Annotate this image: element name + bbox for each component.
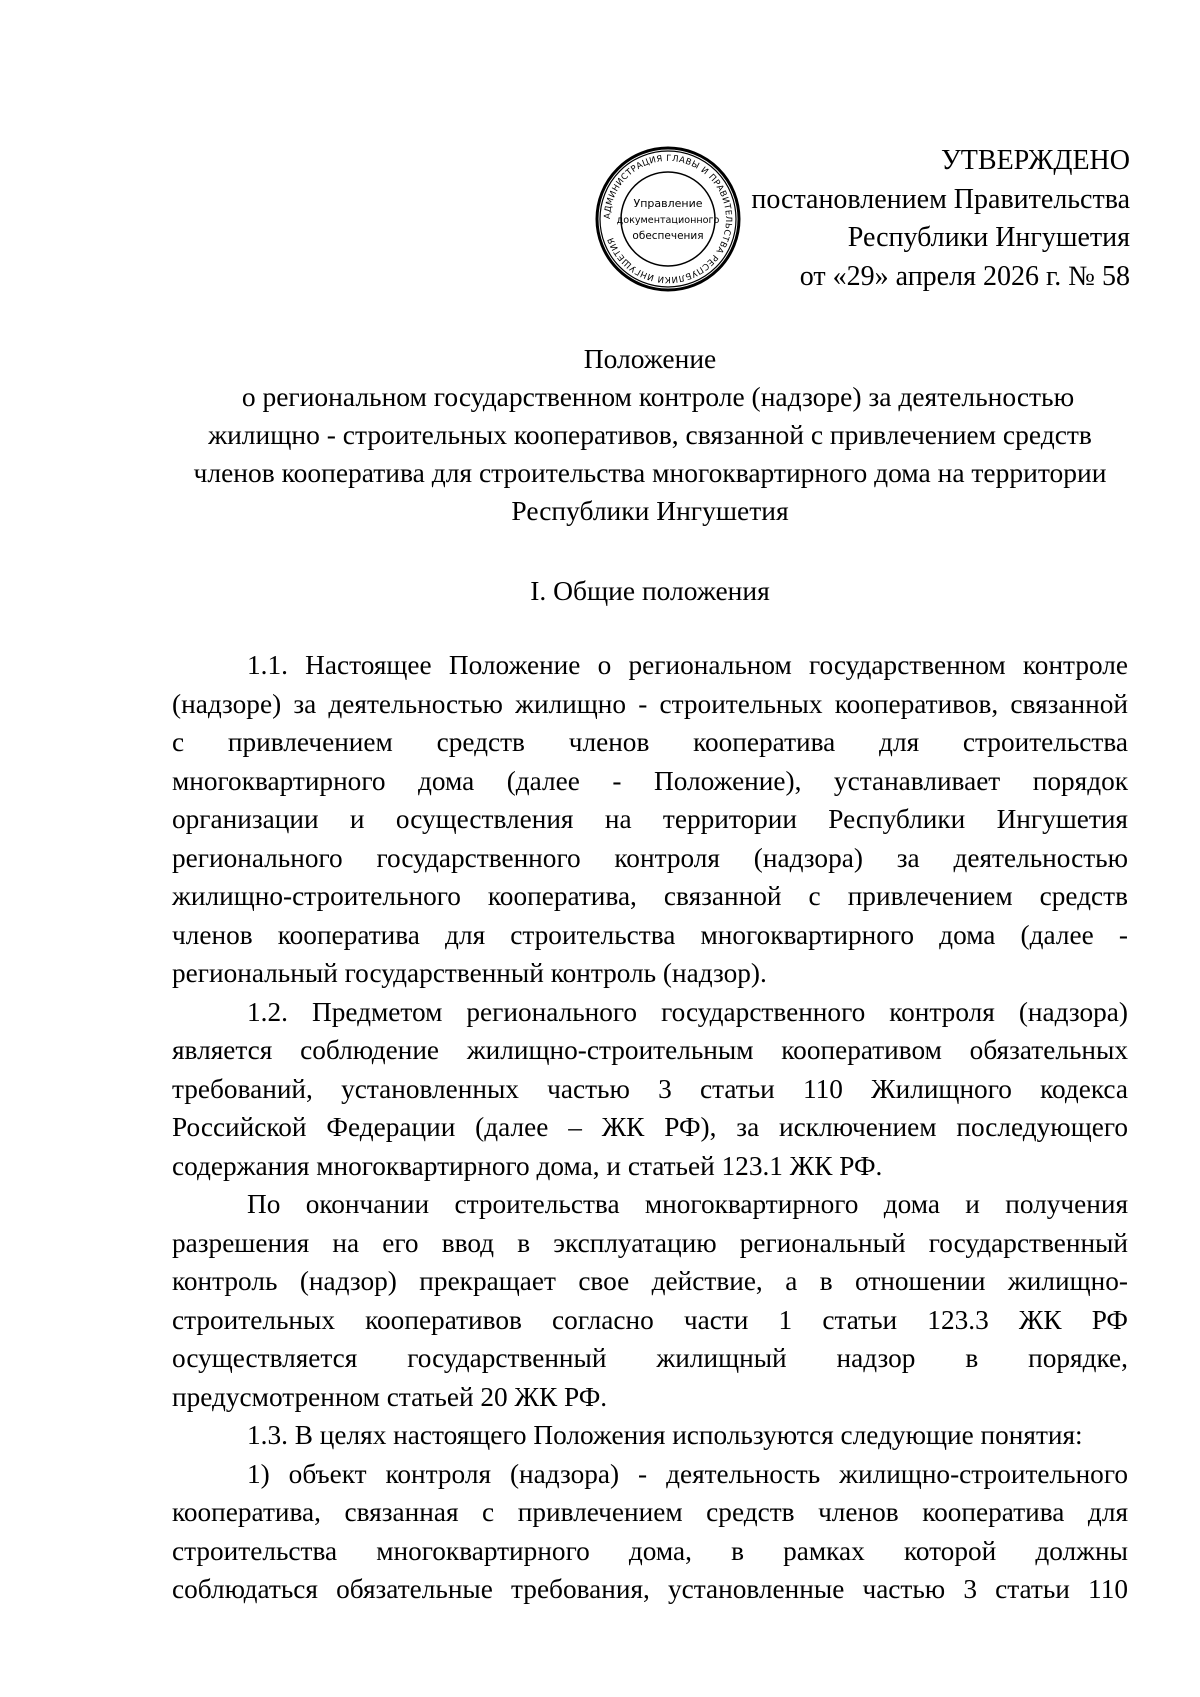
paragraph-line: строительства многоквартирного дома, в рамках которой должны bbox=[172, 1535, 1128, 1566]
paragraph-line: многоквартирного дома (далее - Положение), устанавливает порядок bbox=[172, 765, 1128, 796]
paragraph-line: контроль (надзор) прекращает свое действие, а в отношении жилищно- bbox=[172, 1266, 1128, 1296]
body-text bbox=[172, 646, 1128, 1609]
paragraph-line: является соблюдение жилищно-строительным кооперативом обязательных bbox=[172, 1035, 1128, 1065]
approval-line: постановлением Правительства bbox=[751, 183, 1130, 215]
paragraph-line: членов кооператива для строительства многоквартирного дома (далее - bbox=[172, 919, 1128, 950]
paragraph-line: разрешения на его ввод в эксплуатацию региональный государственный bbox=[172, 1227, 1128, 1258]
paragraph-line: региональный государственный контроль (надзор). bbox=[172, 958, 767, 988]
title-line: жилищно - строительных кооперативов, связанной с привлечением средств bbox=[208, 419, 1092, 450]
approval-line: Республики Ингушетия bbox=[847, 222, 1130, 253]
paragraph-line: жилищно-строительного кооператива, связанной с привлечением средств bbox=[172, 881, 1128, 911]
section-heading: I. Общие положения bbox=[530, 575, 770, 606]
paragraph-line: Российской Федерации (далее – ЖК РФ), за исключением последующего bbox=[172, 1112, 1128, 1142]
seal-ring-text: АДМИНИСТРАЦИЯ ГЛАВЫ И ПРАВИТЕЛЬСТВА РЕСПУБЛИКИ ИНГУШЕТИЯ bbox=[602, 153, 734, 285]
paragraph-line: строительных кооперативов согласно части 1 статьи 123.3 ЖК РФ bbox=[172, 1304, 1128, 1335]
paragraph-line: требований, установленных частью 3 статьи 110 Жилищного кодекса bbox=[172, 1073, 1128, 1104]
seal-line-3: обеспечения bbox=[632, 230, 704, 242]
approval-date-number: от «29» апреля 2026 г. № 58 bbox=[799, 260, 1130, 292]
paragraph-line: 1.1. Настоящее Положение о региональном государственном контроле bbox=[247, 650, 1128, 680]
title-line: о региональном государственном контроле (надзоре) за деятельностью bbox=[241, 381, 1075, 412]
title-line: Положение bbox=[583, 343, 717, 374]
title-line: Республики Ингушетия bbox=[511, 495, 789, 526]
paragraph-line: 1.2. Предметом регионального государственного контроля (надзора) bbox=[247, 996, 1128, 1027]
paragraph-line: предусмотренном статьей 20 ЖК РФ. bbox=[172, 1381, 608, 1412]
approval-heading: УТВЕРЖДЕНО bbox=[940, 145, 1130, 176]
approval-block bbox=[751, 142, 1130, 296]
document-title bbox=[170, 340, 1130, 530]
seal-line-1: Управление bbox=[633, 197, 703, 210]
paragraph-line: По окончании строительства многоквартирного дома и получения bbox=[247, 1189, 1128, 1219]
paragraph-line: регионального государственного контроля (надзора) за деятельностью bbox=[172, 842, 1128, 873]
paragraph-line: с привлечением средств членов кооператива для строительства bbox=[172, 727, 1128, 757]
paragraph-line: кооператива, связанная с привлечением средств членов кооператива для bbox=[172, 1497, 1128, 1527]
seal-stamp bbox=[594, 145, 742, 293]
paragraph-line: 1) объект контроля (надзора) - деятельность жилищно-строительного bbox=[247, 1458, 1128, 1489]
paragraph-line: соблюдаться обязательные требования, установленные частью 3 статьи 110 bbox=[172, 1574, 1128, 1604]
paragraph-line: организации и осуществления на территории Республики Ингушетия bbox=[172, 804, 1128, 834]
seal-line-2: документационного bbox=[616, 215, 720, 226]
paragraph-line: (надзоре) за деятельностью жилищно - строительных кооперативов, связанной bbox=[172, 688, 1128, 719]
paragraph-line: 1.3. В целях настоящего Положения используются следующие понятия: bbox=[247, 1420, 1083, 1450]
paragraph-line: содержания многоквартирного дома, и статьей 123.1 ЖК РФ. bbox=[172, 1150, 883, 1181]
paragraph-line: осуществляется государственный жилищный надзор в порядке, bbox=[172, 1343, 1128, 1373]
title-line: членов кооператива для строительства многоквартирного дома на территории bbox=[193, 457, 1107, 488]
